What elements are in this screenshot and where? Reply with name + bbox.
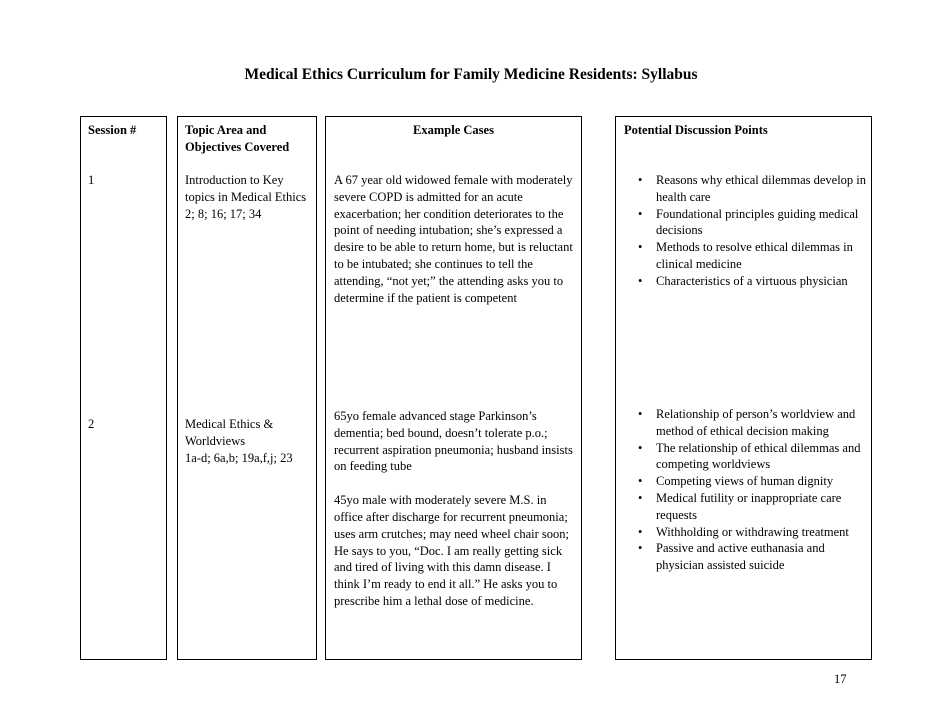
discussion-points-list bbox=[629, 406, 867, 574]
header-topic bbox=[185, 122, 313, 156]
discussion-point: • Characteristics of a virtuous physician bbox=[629, 273, 867, 290]
session-column-box bbox=[80, 116, 167, 660]
header-session: Session # bbox=[88, 123, 137, 137]
example-cases bbox=[334, 172, 576, 306]
discussion-point: • Relationship of person’s worldview and method of ethical decision making bbox=[629, 406, 867, 440]
session-topic bbox=[185, 172, 313, 222]
example-cases bbox=[334, 408, 576, 610]
discussion-point: • Methods to resolve ethical dilemmas in clinical medicine bbox=[629, 239, 867, 273]
header-discussion: Potential Discussion Points bbox=[624, 123, 768, 137]
header-cases: Example Cases bbox=[413, 123, 494, 137]
discussion-point: • Passive and active euthanasia and physician assisted suicide bbox=[629, 540, 867, 574]
session-topic bbox=[185, 416, 315, 466]
case-text: 65yo female advanced stage Parkinson’s dementia; bed bound, doesn’t tolerate p.o.; recurrent aspiration pneumonia; husband insists on feeding tube bbox=[334, 409, 573, 474]
discussion-point: • Foundational principles guiding medical decisions bbox=[629, 206, 867, 240]
case-text: 45yo male with moderately severe M.S. in office after discharge for recurrent pneumonia; uses arm crutches; may need wheel chair soon; He says to you, “Doc. I am really getting sick and tired of living with this damn disease. I think I’m ready to end it all.” He asks you to prescribe him a lethal dose of medicine. bbox=[334, 493, 569, 608]
session-number: 2 bbox=[88, 417, 95, 431]
objectives-text: 2; 8; 16; 17; 34 bbox=[185, 206, 262, 221]
discussion-point: • Reasons why ethical dilemmas develop in health care bbox=[629, 172, 867, 206]
objectives-text: 1a-d; 6a,b; 19a,f,j; 23 bbox=[185, 450, 293, 465]
page-title: Medical Ethics Curriculum for Family Medicine Residents: Syllabus bbox=[244, 66, 698, 83]
discussion-point: • Medical futility or inappropriate care requests bbox=[629, 490, 867, 524]
case-text: A 67 year old widowed female with moderately severe COPD is admitted for an acute exacerbation; her condition deteriorates to the point of needing intubation; she’s expressed a desire to be able to return home, but is reluctant to be intubated; she continues to tell the attending, “not yet;” the attending asks you to determine if the patient is competent bbox=[334, 173, 573, 305]
discussion-point: • The relationship of ethical dilemmas and competing worldviews bbox=[629, 440, 867, 474]
topic-text: Introduction to Key topics in Medical Ethics bbox=[185, 173, 307, 204]
header-topic-line1: Topic Area and bbox=[185, 123, 267, 137]
discussion-point: • Competing views of human dignity bbox=[629, 473, 867, 490]
discussion-points-list bbox=[629, 172, 867, 290]
discussion-point: • Withholding or withdrawing treatment bbox=[629, 524, 867, 541]
header-topic-line2: Objectives Covered bbox=[185, 139, 290, 154]
topic-text: Medical Ethics & Worldviews bbox=[185, 417, 274, 448]
page-number: 17 bbox=[834, 672, 847, 686]
session-number: 1 bbox=[88, 173, 95, 187]
